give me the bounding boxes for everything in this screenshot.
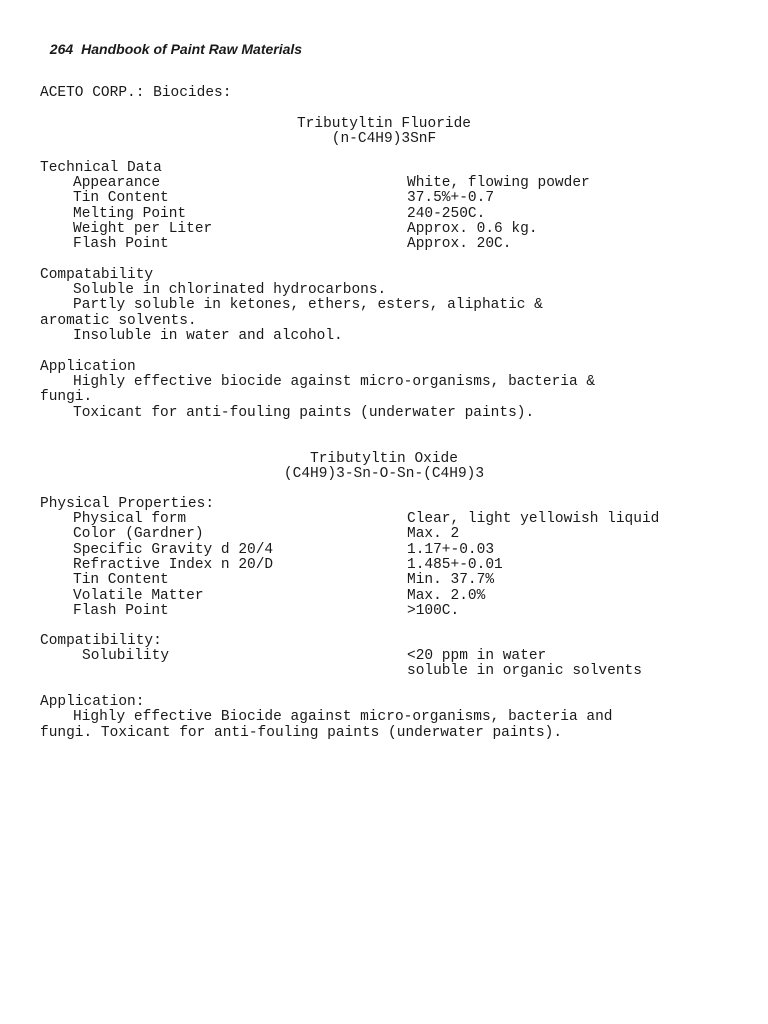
page-number: 264 [49,41,74,57]
phys-value: 1.485+-0.01 [407,557,503,573]
tech-value: 240-250C. [407,206,486,222]
phys-label: Refractive Index n 20/D [73,557,274,573]
product1-formula: (n-C4H9)3SnF [331,131,437,147]
phys-value: Clear, light yellowish liquid [407,511,660,527]
compatability-heading: Compatability [40,267,154,283]
compat-line: aromatic solvents. [40,313,197,329]
phys-label: Tin Content [73,572,169,588]
company-heading: ACETO CORP.: Biocides: [40,85,232,101]
application-heading: Application [40,359,136,375]
tech-value: White, flowing powder [407,175,590,191]
phys-label: Flash Point [73,603,169,619]
tech-value: 37.5%+-0.7 [407,190,495,206]
application-line: Highly effective Biocide against micro-organisms, bacteria and [73,709,613,725]
phys-label: Physical form [73,511,187,527]
phys-value: Max. 2 [407,526,460,542]
solubility-value: <20 ppm in water [407,648,547,664]
phys-label: Specific Gravity d 20/4 [73,542,274,558]
solubility-label: Solubility [82,648,170,664]
running-header [42,25,302,57]
product1-name: Tributyltin Fluoride [296,116,472,132]
phys-value: >100C. [407,603,460,619]
phys-label: Color (Gardner) [73,526,204,542]
tech-value: Approx. 0.6 kg. [407,221,538,237]
technical-data-heading: Technical Data [40,160,162,176]
physical-properties-heading: Physical Properties: [40,496,215,512]
compatibility-heading: Compatibility: [40,633,162,649]
phys-value: Min. 37.7% [407,572,495,588]
compat-line: Partly soluble in ketones, ethers, esters, aliphatic & [73,297,543,313]
book-title: Handbook of Paint Raw Materials [81,41,303,57]
application-line: fungi. Toxicant for anti-fouling paints (underwater paints). [40,725,563,741]
application-line: Highly effective biocide against micro-organisms, bacteria & [73,374,596,390]
tech-label: Flash Point [73,236,169,252]
tech-label: Appearance [73,175,161,191]
product2-formula: (C4H9)3-Sn-O-Sn-(C4H9)3 [283,466,485,482]
tech-label: Weight per Liter [73,221,213,237]
solubility-value: soluble in organic solvents [407,663,642,679]
phys-label: Volatile Matter [73,588,204,604]
compat-line: Soluble in chlorinated hydrocarbons. [73,282,387,298]
phys-value: 1.17+-0.03 [407,542,495,558]
tech-label: Melting Point [73,206,187,222]
application-line: Toxicant for anti-fouling paints (underwater paints). [73,405,535,421]
product2-name: Tributyltin Oxide [310,451,458,467]
phys-value: Max. 2.0% [407,588,486,604]
tech-value: Approx. 20C. [407,236,512,252]
application-line: fungi. [40,389,93,405]
application-heading: Application: [40,694,145,710]
tech-label: Tin Content [73,190,169,206]
compat-line: Insoluble in water and alcohol. [73,328,343,344]
